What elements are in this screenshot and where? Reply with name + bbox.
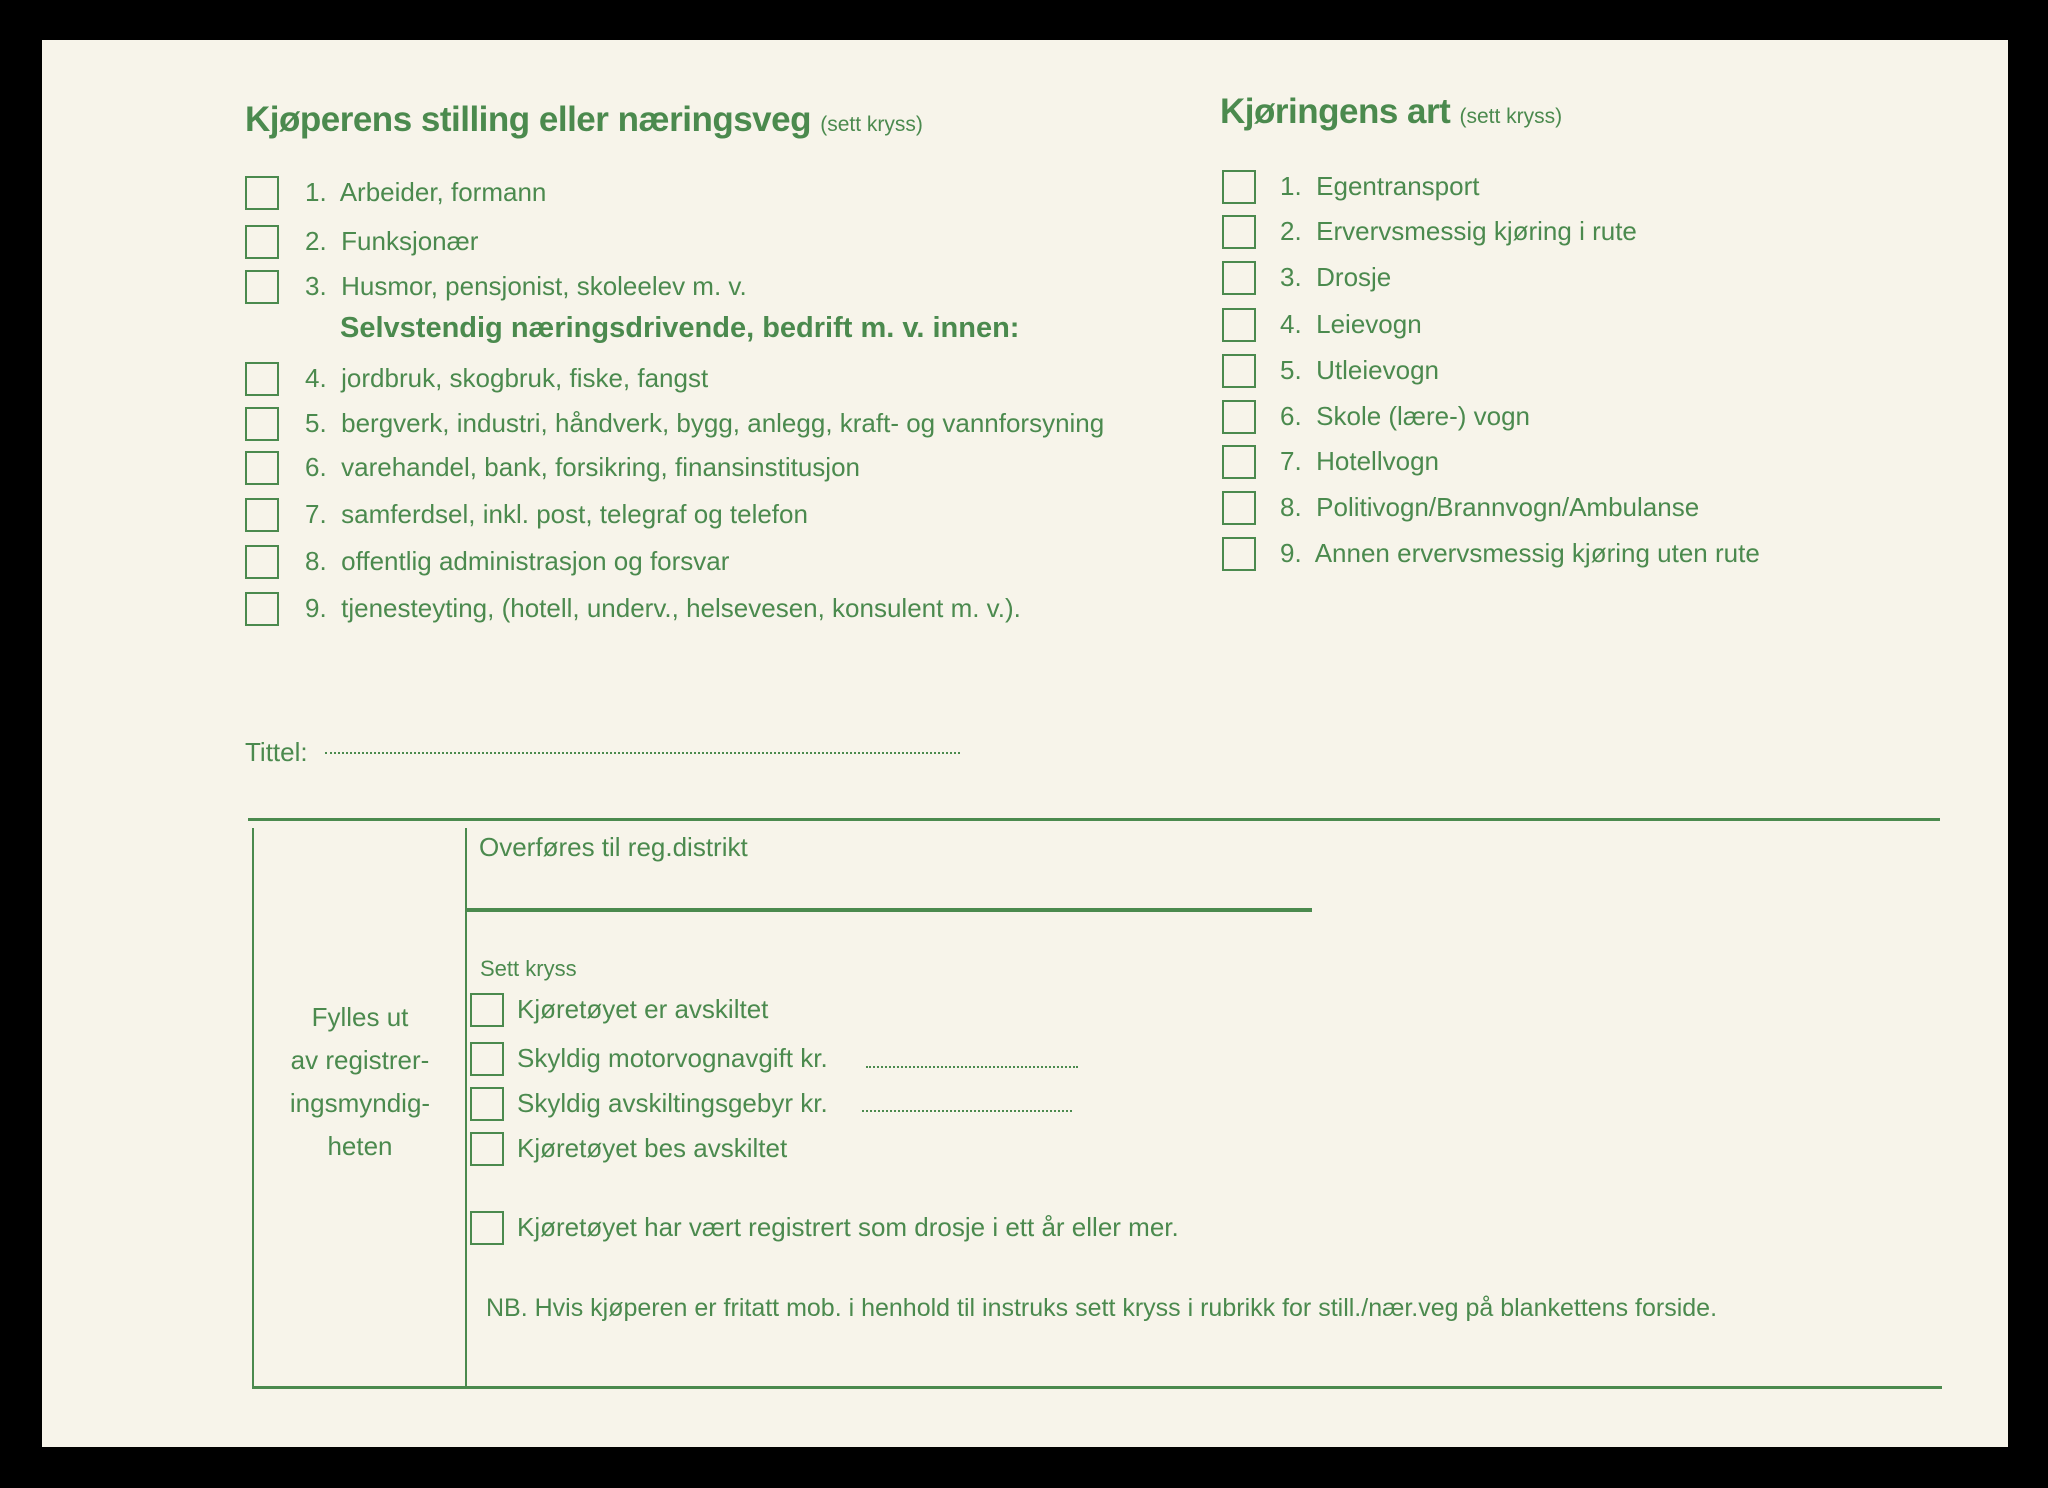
occupation-checkbox[interactable] [245, 451, 279, 485]
box-left-border [252, 828, 254, 1388]
registry-checkbox[interactable] [470, 993, 504, 1027]
option-number: 7. [305, 499, 327, 529]
registry-checkbox[interactable] [470, 1042, 504, 1076]
option-label: bergverk, industri, håndverk, bygg, anlegg, kraft- og vannforsyning [341, 408, 1105, 438]
occupation-option [305, 499, 808, 530]
option-label: Arbeider, formann [339, 177, 547, 207]
option-label: Husmor, pensjonist, skoleelev m. v. [341, 271, 747, 301]
option-number: 8. [1280, 492, 1302, 522]
side-label-line: ingsmyndig- [289, 1088, 431, 1118]
registry-side-label [265, 996, 455, 1168]
option-number: 2. [305, 226, 327, 256]
registry-checkbox[interactable] [470, 1211, 504, 1245]
transfer-label: Overføres til reg.distrikt [479, 832, 748, 862]
side-label-line: heten [327, 1131, 393, 1161]
option-label: Drosje [1316, 262, 1392, 292]
occupation-option [305, 226, 478, 257]
nb-note: NB. Hvis kjøperen er fritatt mob. i henhold til instruks sett kryss i rubrikk for still./nær.veg på blankettens forside. [486, 1294, 1718, 1322]
driving-type-option [1280, 446, 1439, 477]
occupation-checkbox[interactable] [245, 176, 279, 210]
occupation-checkbox[interactable] [245, 270, 279, 304]
box-top-border [248, 818, 1940, 821]
driving-type-checkbox[interactable] [1222, 215, 1256, 249]
heading-text: Kjøringens art [1220, 92, 1451, 131]
option-number: 4. [305, 363, 327, 393]
option-label: Politivogn/Brannvogn/Ambulanse [1316, 492, 1700, 522]
occupation-option [305, 363, 708, 394]
occupation-checkbox[interactable] [245, 225, 279, 259]
option-number: 6. [1280, 401, 1302, 431]
option-label: Funksjonær [341, 226, 479, 256]
option-number: 3. [1280, 262, 1302, 292]
occupation-checkbox[interactable] [245, 592, 279, 626]
heading-note: (sett kryss) [820, 113, 923, 136]
option-number: 8. [305, 546, 327, 576]
heading-text: Kjøperens stilling eller næringsveg [245, 100, 811, 139]
box-bottom-border [252, 1386, 1942, 1389]
driving-type-checkbox[interactable] [1222, 400, 1256, 434]
occupation-checkbox[interactable] [245, 407, 279, 441]
option-label: Utleievogn [1316, 355, 1439, 385]
registry-check-label: Kjøretøyet er avskiltet [517, 994, 769, 1024]
driving-type-option [1280, 262, 1391, 293]
driving-type-option [1280, 401, 1530, 432]
title-input-line[interactable] [325, 752, 960, 754]
registry-check-label: Kjøretøyet har vært registrert som drosje i ett år eller mer. [517, 1212, 1179, 1242]
option-label: Skole (lære-) vogn [1316, 401, 1530, 431]
option-number: 1. [305, 177, 327, 207]
option-number: 5. [305, 408, 327, 438]
driving-type-checkbox[interactable] [1222, 261, 1256, 295]
driving-type-option [1280, 355, 1439, 386]
driving-type-checkbox[interactable] [1222, 491, 1256, 525]
title-label: Tittel: [245, 737, 308, 767]
registry-check-label: Skyldig avskiltingsgebyr kr. [517, 1088, 828, 1118]
driving-type-checkbox[interactable] [1222, 354, 1256, 388]
option-label: tjenesteyting, (hotell, underv., helsevesen, konsulent m. v.). [341, 593, 1021, 623]
driving-type-option [1280, 538, 1760, 569]
occupation-option [305, 546, 729, 577]
driving-type-heading [1220, 92, 1562, 132]
occupation-checkbox[interactable] [245, 362, 279, 396]
option-label: Annen ervervsmessig kjøring uten rute [1314, 538, 1760, 568]
occupation-option [305, 593, 1021, 624]
registry-check-label: Skyldig motorvognavgift kr. [517, 1043, 828, 1073]
option-label: Ervervsmessig kjøring i rute [1316, 216, 1637, 246]
option-number: 2. [1280, 216, 1302, 246]
self-employed-subheading: Selvstendig næringsdrivende, bedrift m. v. innen: [340, 312, 1020, 344]
driving-type-option [1280, 492, 1699, 523]
driving-type-checkbox[interactable] [1222, 537, 1256, 571]
option-label: Egentransport [1316, 171, 1480, 201]
driving-type-option [1280, 171, 1479, 202]
option-number: 9. [1280, 538, 1302, 568]
driving-type-checkbox[interactable] [1222, 308, 1256, 342]
plate-fee-amount-line[interactable] [862, 1110, 1072, 1112]
option-number: 7. [1280, 446, 1302, 476]
side-label-line: av registrer- [290, 1045, 430, 1075]
registry-checkbox[interactable] [470, 1087, 504, 1121]
option-number: 3. [305, 271, 327, 301]
option-label: samferdsel, inkl. post, telegraf og telefon [341, 499, 808, 529]
option-number: 5. [1280, 355, 1302, 385]
driving-type-checkbox[interactable] [1222, 170, 1256, 204]
option-number: 4. [1280, 309, 1302, 339]
heading-note: (sett kryss) [1459, 105, 1563, 128]
option-label: varehandel, bank, forsikring, finansinstitusjon [341, 452, 860, 482]
side-label-line: Fylles ut [311, 1002, 409, 1032]
occupation-checkbox[interactable] [245, 498, 279, 532]
option-number: 1. [1280, 171, 1302, 201]
option-number: 6. [305, 452, 327, 482]
option-label: offentlig administrasjon og forsvar [341, 546, 730, 576]
buyer-occupation-heading [245, 100, 923, 140]
occupation-option [305, 271, 747, 302]
occupation-option [305, 177, 546, 208]
option-label: Hotellvogn [1316, 446, 1439, 476]
driving-type-option [1280, 309, 1422, 340]
option-label: Leievogn [1316, 309, 1422, 339]
motor-tax-amount-line[interactable] [866, 1066, 1078, 1068]
occupation-option [305, 408, 1104, 439]
occupation-option [305, 452, 860, 483]
driving-type-option [1280, 216, 1637, 247]
option-label: jordbruk, skogbruk, fiske, fangst [341, 363, 709, 393]
occupation-checkbox[interactable] [245, 545, 279, 579]
registry-checkbox[interactable] [470, 1132, 504, 1166]
option-number: 9. [305, 593, 327, 623]
registry-check-label: Kjøretøyet bes avskiltet [517, 1133, 788, 1163]
transfer-line[interactable] [466, 908, 1312, 912]
sett-kryss-label: Sett kryss [480, 956, 577, 981]
driving-type-checkbox[interactable] [1222, 445, 1256, 479]
